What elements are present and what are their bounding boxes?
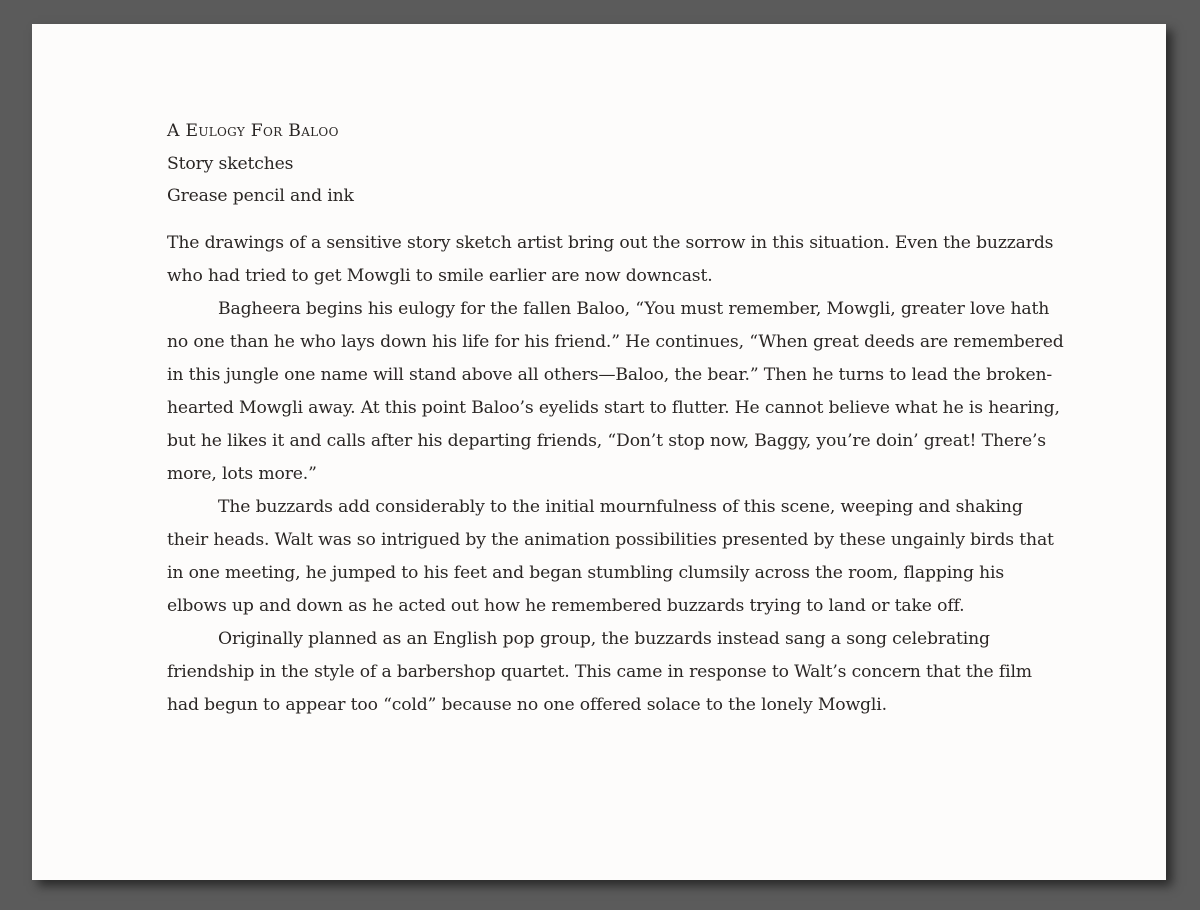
- caption-medium: Grease pencil and ink: [167, 186, 354, 206]
- caption-subtitle: Story sketches: [167, 153, 294, 174]
- caption-title: A Eulogy For Baloo: [167, 121, 339, 141]
- text-block: [167, 115, 1067, 722]
- paragraph-3: The buzzards add considerably to the initial mournfulness of this scene, weeping and shaking their heads. Walt was so intrigued by the animation possibilities presented by these ungainly birds that in one meeting, he jumped to his feet and began stumbling clumsily across the room, flapping his elbows up and down as he acted out how he remembered buzzards trying to land or take off.: [167, 496, 1054, 616]
- paragraph-4: Originally planned as an English pop group, the buzzards instead sang a song celebrating friendship in the style of a barbershop quartet. This came in response to Walt’s concern that the film had begun to appear too “cold” because no one offered solace to the lonely Mowgli.: [167, 628, 1032, 715]
- book-page: [32, 24, 1166, 880]
- paragraph-2: Bagheera begins his eulogy for the fallen Baloo, “You must remember, Mowgli, greater love hath no one than he who lays down his life for his friend.” He continues, “When great deeds are remembered in this jungle one name will stand above all others—Baloo, the bear.” Then he turns to lead the broken-hearted Mowgli away. At this point Baloo’s eyelids start to flutter. He cannot believe what he is hearing, but he likes it and calls after his departing friends, “Don’t stop now, Baggy, you’re doin’ great! There’s more, lots more.”: [167, 298, 1064, 484]
- paragraph-1: The drawings of a sensitive story sketch artist bring out the sorrow in this situation. Even the buzzards who had tried to get Mowgli to smile earlier are now downcast.: [167, 232, 1054, 286]
- body-text: [167, 227, 1067, 722]
